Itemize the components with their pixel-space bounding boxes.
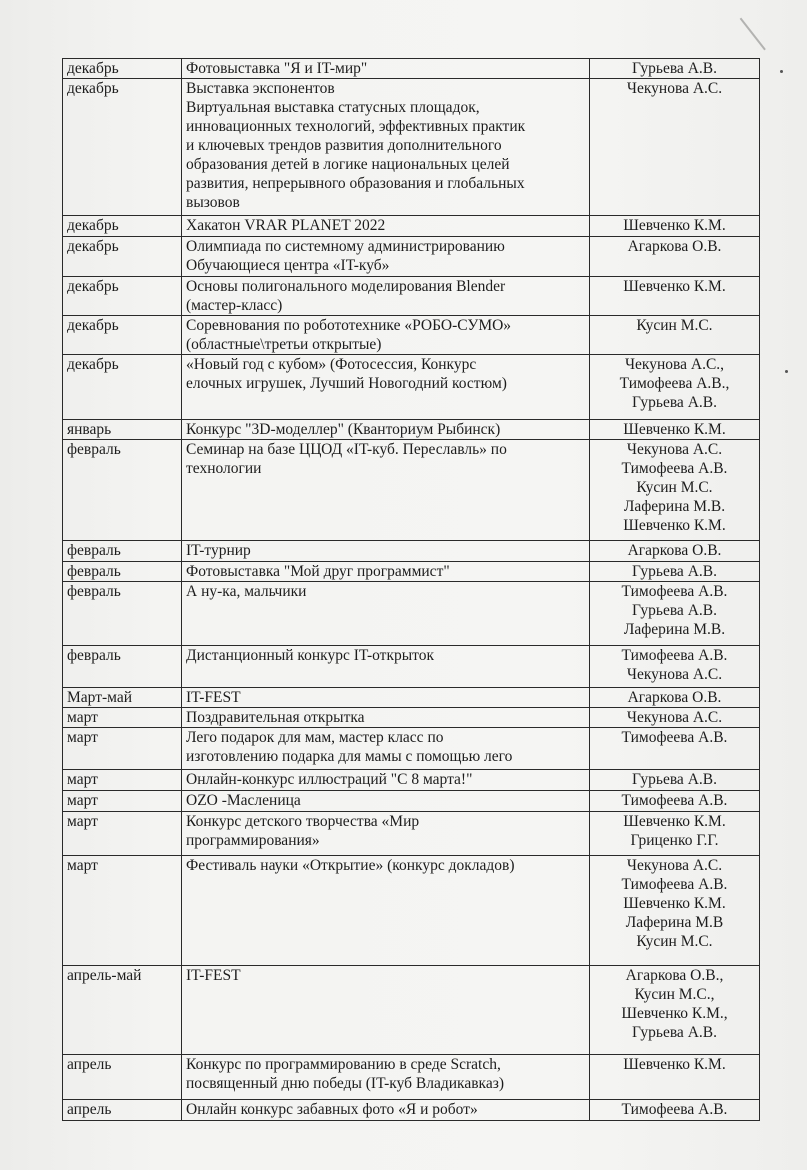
responsible-cell [590, 79, 760, 216]
responsible-cell [590, 1055, 760, 1100]
event-cell [182, 420, 590, 440]
responsible-name: Тимофеева А.В. [621, 729, 728, 746]
responsible-name: Тимофеева А.В. [621, 876, 728, 893]
responsible-name: Чекунова А.С., [624, 356, 725, 373]
responsible-cell [590, 582, 760, 646]
month-cell: декабрь [63, 277, 182, 316]
table-row [63, 688, 760, 708]
table-row [63, 440, 760, 541]
month-cell: апрель [63, 1055, 182, 1100]
responsible-cell [590, 728, 760, 770]
month-cell: декабрь [63, 355, 182, 420]
event-text: образования детей в логике национальных целей [186, 156, 510, 173]
event-text: (мастер-класс) [186, 297, 283, 314]
event-text: (областные\третьи открытые) [186, 336, 382, 353]
responsible-name: Кусин М.С. [636, 479, 713, 496]
responsible-name: Шевченко К.М. [623, 421, 726, 438]
responsible-name: Чекунова А.С. [626, 80, 723, 97]
table-row [63, 646, 760, 688]
events-plan-table [62, 58, 760, 1121]
responsible-name: Лаферина М.В [625, 914, 724, 931]
table-row [63, 59, 760, 79]
month-cell: март [63, 791, 182, 812]
event-cell [182, 237, 590, 277]
event-cell [182, 277, 590, 316]
responsible-name: Тимофеева А.В. [621, 792, 728, 809]
event-text: технологии [186, 460, 262, 477]
responsible-name: Агаркова О.В., [625, 967, 724, 984]
month-cell: апрель [63, 1100, 182, 1121]
event-text: инновационных технологий, эффективных практик [186, 118, 526, 135]
events-plan-body [63, 59, 760, 1121]
responsible-cell [590, 420, 760, 440]
month-cell: апрель-май [63, 966, 182, 1055]
event-text: Онлайн конкурс забавных фото «Я и робот» [186, 1101, 478, 1118]
responsible-name: Кусин М.С. [636, 933, 713, 950]
event-text: Лего подарок для мам, мастер класс по [186, 729, 444, 746]
responsible-cell [590, 277, 760, 316]
table-row [63, 355, 760, 420]
responsible-name: Кусин М.С., [634, 986, 715, 1003]
responsible-name: Шевченко К.М. [623, 895, 726, 912]
event-text: изготовлению подарка для мамы с помощью лего [186, 748, 513, 765]
responsible-cell [590, 237, 760, 277]
month-cell: декабрь [63, 237, 182, 277]
responsible-name: Шевченко К.М. [623, 813, 726, 830]
event-text: вызовов [186, 194, 240, 211]
event-text: IT-FEST [186, 967, 241, 984]
event-cell [182, 440, 590, 541]
event-text: Конкурс "3D-моделлер" (Кванториум Рыбинск) [186, 421, 501, 438]
responsible-name: Агаркова О.В. [627, 689, 722, 706]
responsible-cell [590, 812, 760, 856]
responsible-name: Тимофеева А.В. [621, 583, 728, 600]
event-text: программирования» [186, 832, 320, 849]
responsible-name: Шевченко К.М. [623, 517, 726, 534]
responsible-cell [590, 856, 760, 966]
event-text: Фотовыставка "Я и IT-мир" [186, 60, 368, 77]
event-text: Поздравительная открытка [186, 709, 365, 726]
scan-speck [780, 70, 783, 73]
event-cell [182, 1055, 590, 1100]
event-text: IT-FEST [186, 689, 241, 706]
scan-speck [785, 370, 788, 373]
table-row [63, 708, 760, 728]
event-text: Виртуальная выставка статусных площадок, [186, 99, 480, 116]
responsible-cell [590, 708, 760, 728]
event-cell [182, 791, 590, 812]
table-row [63, 277, 760, 316]
table-row [63, 79, 760, 216]
responsible-name: Лаферина М.В. [623, 621, 726, 638]
month-cell: Март-май [63, 688, 182, 708]
responsible-name: Кусин М.С. [636, 317, 713, 334]
table-row [63, 791, 760, 812]
event-text: Конкурс детского творчества «Мир [186, 813, 420, 830]
event-text: Фестиваль науки «Открытие» (конкурс докладов) [186, 857, 515, 874]
event-text: Выставка экспонентов [186, 80, 335, 97]
event-text: и ключевых трендов развития дополнительного [186, 137, 502, 154]
event-text: Фотовыставка "Мой друг программист" [186, 563, 450, 580]
responsible-name: Гриценко Г.Г. [630, 832, 719, 849]
responsible-name: Чекунова А.С. [626, 709, 723, 726]
event-cell [182, 856, 590, 966]
event-cell [182, 1100, 590, 1121]
responsible-name: Шевченко К.М. [623, 217, 726, 234]
table-row [63, 856, 760, 966]
responsible-name: Тимофеева А.В. [621, 1101, 728, 1118]
responsible-cell [590, 688, 760, 708]
table-row [63, 1055, 760, 1100]
table-row [63, 770, 760, 791]
table-row [63, 216, 760, 237]
event-text: Обучающиеся центра «IT-куб» [186, 257, 390, 274]
responsible-name: Гурьева А.В. [632, 771, 717, 788]
month-cell: март [63, 728, 182, 770]
event-cell [182, 316, 590, 355]
responsible-name: Гурьева А.В. [632, 394, 717, 411]
month-cell: февраль [63, 582, 182, 646]
responsible-name: Шевченко К.М. [623, 278, 726, 295]
table-row [63, 541, 760, 562]
responsible-name: Гурьева А.В. [632, 1024, 717, 1041]
event-cell [182, 688, 590, 708]
month-cell: декабрь [63, 79, 182, 216]
event-text: А ну-ка, мальчики [186, 583, 307, 600]
event-text: Онлайн-конкурс иллюстраций "С 8 марта!" [186, 771, 473, 788]
table-row [63, 237, 760, 277]
event-text: Семинар на базе ЦЦОД «IT-куб. Переславль» по [186, 441, 507, 458]
responsible-cell [590, 541, 760, 562]
responsible-name: Лаферина М.В. [623, 498, 726, 515]
event-text: IT-турнир [186, 542, 251, 559]
month-cell: январь [63, 420, 182, 440]
table-row [63, 1100, 760, 1121]
responsible-name: Чекунова А.С. [626, 666, 723, 683]
event-cell [182, 562, 590, 582]
responsible-name: Тимофеева А.В. [621, 460, 728, 477]
event-text: Конкурс по программированию в среде Scratch, [186, 1056, 501, 1073]
responsible-name: Тимофеева А.В. [621, 647, 728, 664]
table-row [63, 420, 760, 440]
responsible-name: Чекунова А.С. [626, 441, 723, 458]
responsible-name: Шевченко К.М. [623, 1056, 726, 1073]
responsible-cell [590, 316, 760, 355]
event-cell [182, 79, 590, 216]
month-cell: декабрь [63, 216, 182, 237]
event-cell [182, 355, 590, 420]
month-cell: декабрь [63, 59, 182, 79]
responsible-name: Гурьева А.В. [632, 60, 717, 77]
event-text: развития, непрерывного образования и глобальных [186, 175, 525, 192]
event-cell [182, 59, 590, 79]
event-cell [182, 728, 590, 770]
table-row [63, 582, 760, 646]
month-cell: декабрь [63, 316, 182, 355]
month-cell: февраль [63, 562, 182, 582]
table-row [63, 966, 760, 1055]
event-text: Олимпиада по системному администрированию [186, 238, 505, 255]
month-cell: март [63, 770, 182, 791]
event-text: елочных игрушек, Лучший Новогодний костюм) [186, 375, 507, 392]
responsible-cell [590, 440, 760, 541]
event-cell [182, 582, 590, 646]
responsible-name: Гурьева А.В. [632, 602, 717, 619]
responsible-name: Чекунова А.С. [626, 857, 723, 874]
responsible-cell [590, 791, 760, 812]
event-text: Основы полигонального моделирования Blender [186, 278, 506, 295]
month-cell: февраль [63, 440, 182, 541]
table-row [63, 316, 760, 355]
month-cell: февраль [63, 646, 182, 688]
table-row [63, 812, 760, 856]
responsible-cell [590, 966, 760, 1055]
event-cell [182, 966, 590, 1055]
responsible-name: Гурьева А.В. [632, 563, 717, 580]
page-corner-fold [740, 2, 787, 51]
responsible-cell [590, 1100, 760, 1121]
responsible-cell [590, 355, 760, 420]
responsible-cell [590, 646, 760, 688]
event-text: Хакатон VRAR PLANET 2022 [186, 217, 386, 234]
event-cell [182, 646, 590, 688]
responsible-name: Агаркова О.В. [627, 238, 722, 255]
month-cell: март [63, 856, 182, 966]
responsible-name: Шевченко К.М., [621, 1005, 728, 1022]
responsible-cell [590, 59, 760, 79]
responsible-cell [590, 562, 760, 582]
month-cell: март [63, 708, 182, 728]
event-cell [182, 708, 590, 728]
month-cell: февраль [63, 541, 182, 562]
event-text: Соревнования по робототехнике «РОБО-СУМО» [186, 317, 512, 334]
month-cell: март [63, 812, 182, 856]
event-cell [182, 216, 590, 237]
event-cell [182, 770, 590, 791]
event-text: «Новый год с кубом» (Фотосессия, Конкурс [186, 356, 477, 373]
table-row [63, 728, 760, 770]
responsible-name: Агаркова О.В. [627, 542, 722, 559]
event-text: OZO -Масленица [186, 792, 301, 809]
event-text: Дистанционный конкурс IT-открыток [186, 647, 434, 664]
responsible-cell [590, 216, 760, 237]
table-row [63, 562, 760, 582]
event-cell [182, 812, 590, 856]
event-text: посвященный дню победы (IT-куб Владикавказ) [186, 1075, 504, 1092]
event-cell [182, 541, 590, 562]
responsible-cell [590, 770, 760, 791]
responsible-name: Тимофеева А.В., [619, 375, 730, 392]
